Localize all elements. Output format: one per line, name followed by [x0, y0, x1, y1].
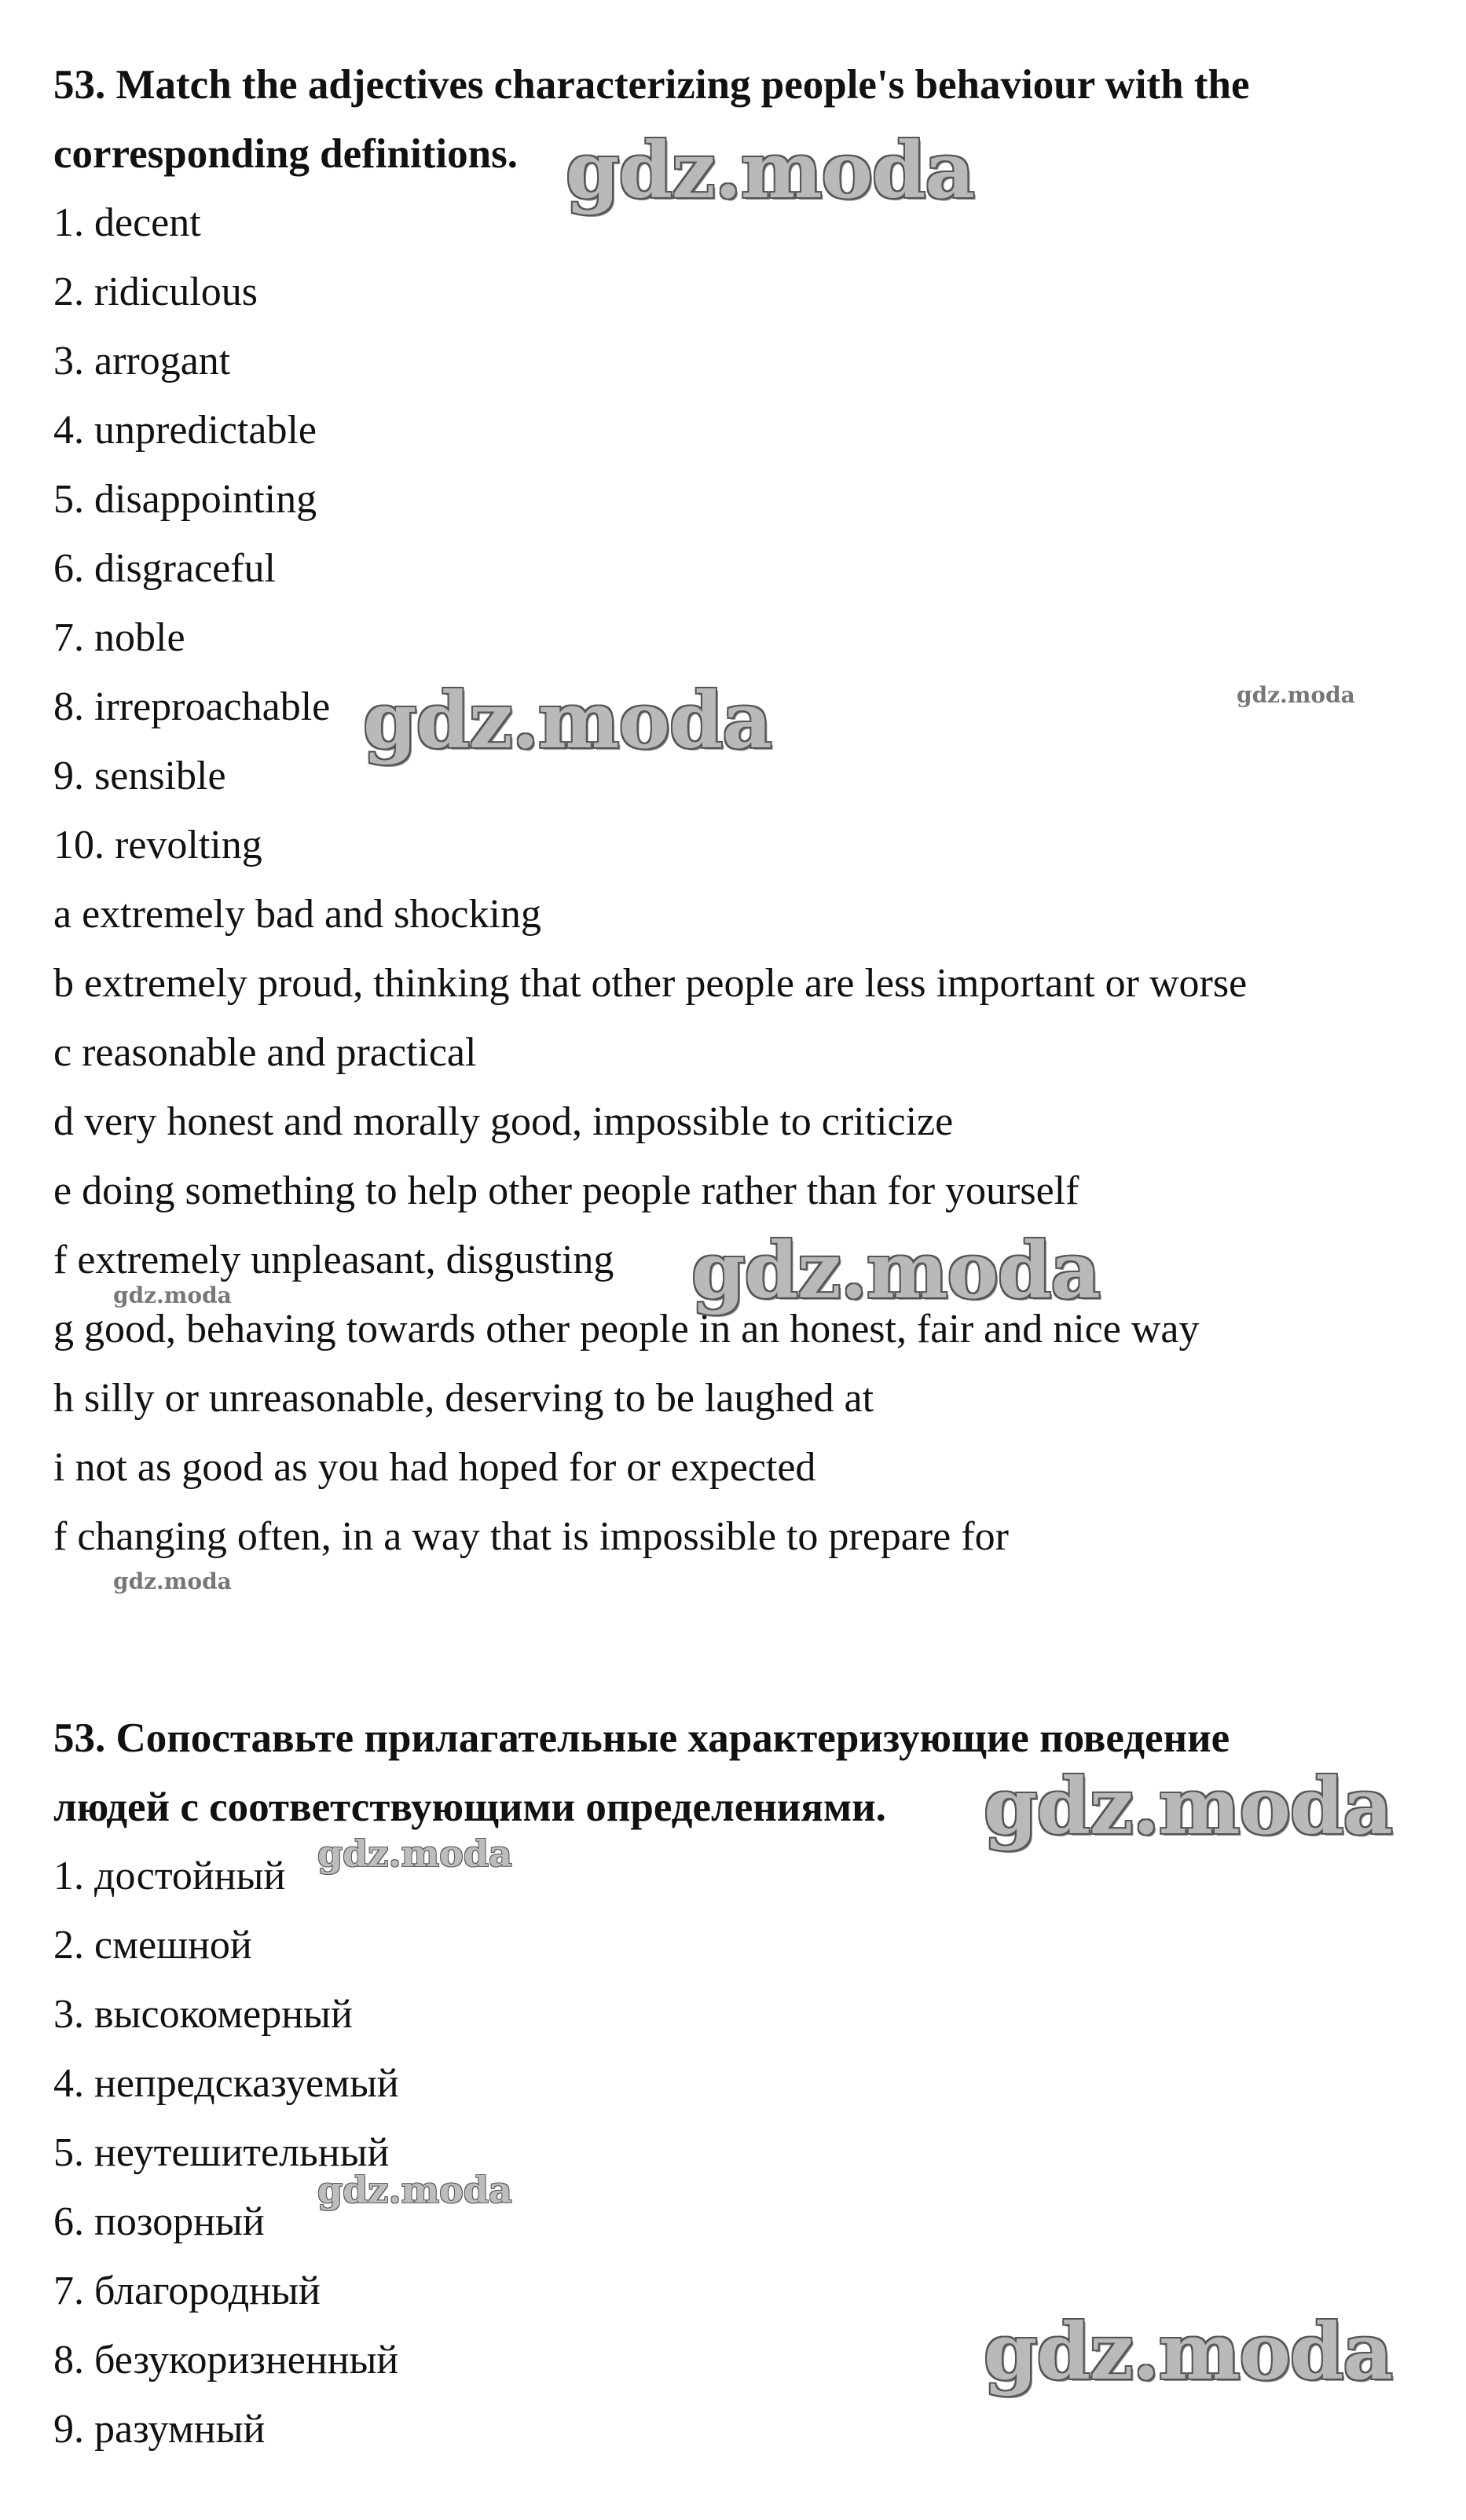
definition-item: d very honest and morally good, impossible to criticize [53, 1099, 954, 1144]
definition-item: b extremely proud, thinking that other people are less important or worse [53, 961, 1248, 1006]
adjective-item: 9. sensible [53, 754, 226, 798]
exercise-heading-ru-line1: 53. Сопоставьте прилагательные характеризующие поведение [53, 1715, 1230, 1761]
definition-item: a extremely bad and shocking [53, 892, 541, 937]
definition-item: c reasonable and practical [53, 1030, 477, 1075]
watermark-logo-medium: gdz.moda [317, 1832, 512, 1875]
adjective-item: 8. irreproachable [53, 684, 331, 729]
adjective-item: 5. disappointing [53, 477, 317, 522]
adjective-item: 2. ridiculous [53, 270, 258, 314]
watermark-logo: gdz.moda [566, 126, 974, 216]
adjective-item: 3. arrogant [53, 339, 231, 383]
definition-item: i not as good as you had hoped for or expected [53, 1445, 816, 1490]
watermark-logo: gdz.moda [984, 1762, 1392, 1852]
adjective-item-ru: 8. безукоризненный [53, 2338, 399, 2382]
adjective-item: 4. unpredictable [53, 408, 317, 453]
adjective-item: 10. revolting [53, 823, 262, 868]
watermark-logo-medium: gdz.moda [317, 2169, 512, 2211]
adjective-item-ru: 3. высокомерный [53, 1992, 353, 2037]
adjective-item-ru: 5. неутешительный [53, 2130, 390, 2175]
adjective-item-ru: 4. непредсказуемый [53, 2061, 399, 2106]
watermark-logo: gdz.moda [691, 1226, 1100, 1316]
adjective-item: 6. disgraceful [53, 546, 277, 591]
definition-item: g good, behaving towards other people in an honest, fair and nice way [53, 1307, 1200, 1352]
adjective-item: 1. decent [53, 200, 201, 245]
exercise-heading-ru-line2: людей с соответствующими определениями. [53, 1785, 886, 1830]
adjective-item-ru: 9. разумный [53, 2407, 266, 2452]
watermark-logo: gdz.moda [984, 2307, 1392, 2397]
watermark-logo-small: gdz.moda [113, 1282, 232, 1308]
exercise-heading-en-line1: 53. Match the adjectives characterizing people's behaviour with the [53, 62, 1250, 108]
definition-item: h silly or unreasonable, deserving to be laughed at [53, 1376, 874, 1421]
adjective-item-ru: 1. достойный [53, 1854, 286, 1898]
watermark-logo-small: gdz.moda [1237, 682, 1355, 708]
definition-item: e doing something to help other people rather than for yourself [53, 1168, 1079, 1213]
exercise-heading-en-line2: corresponding definitions. [53, 131, 518, 177]
adjective-item-ru: 6. позорный [53, 2199, 265, 2244]
definition-item: f extremely unpleasant, disgusting [53, 1238, 614, 1282]
adjective-item-ru: 7. благородный [53, 2269, 321, 2313]
adjective-item-ru: 2. смешной [53, 1923, 252, 1968]
watermark-logo-small: gdz.moda [113, 1568, 232, 1594]
adjective-item: 7. noble [53, 615, 185, 660]
watermark-logo: gdz.moda [363, 676, 771, 766]
definition-item: f changing often, in a way that is impossible to prepare for [53, 1514, 1009, 1559]
